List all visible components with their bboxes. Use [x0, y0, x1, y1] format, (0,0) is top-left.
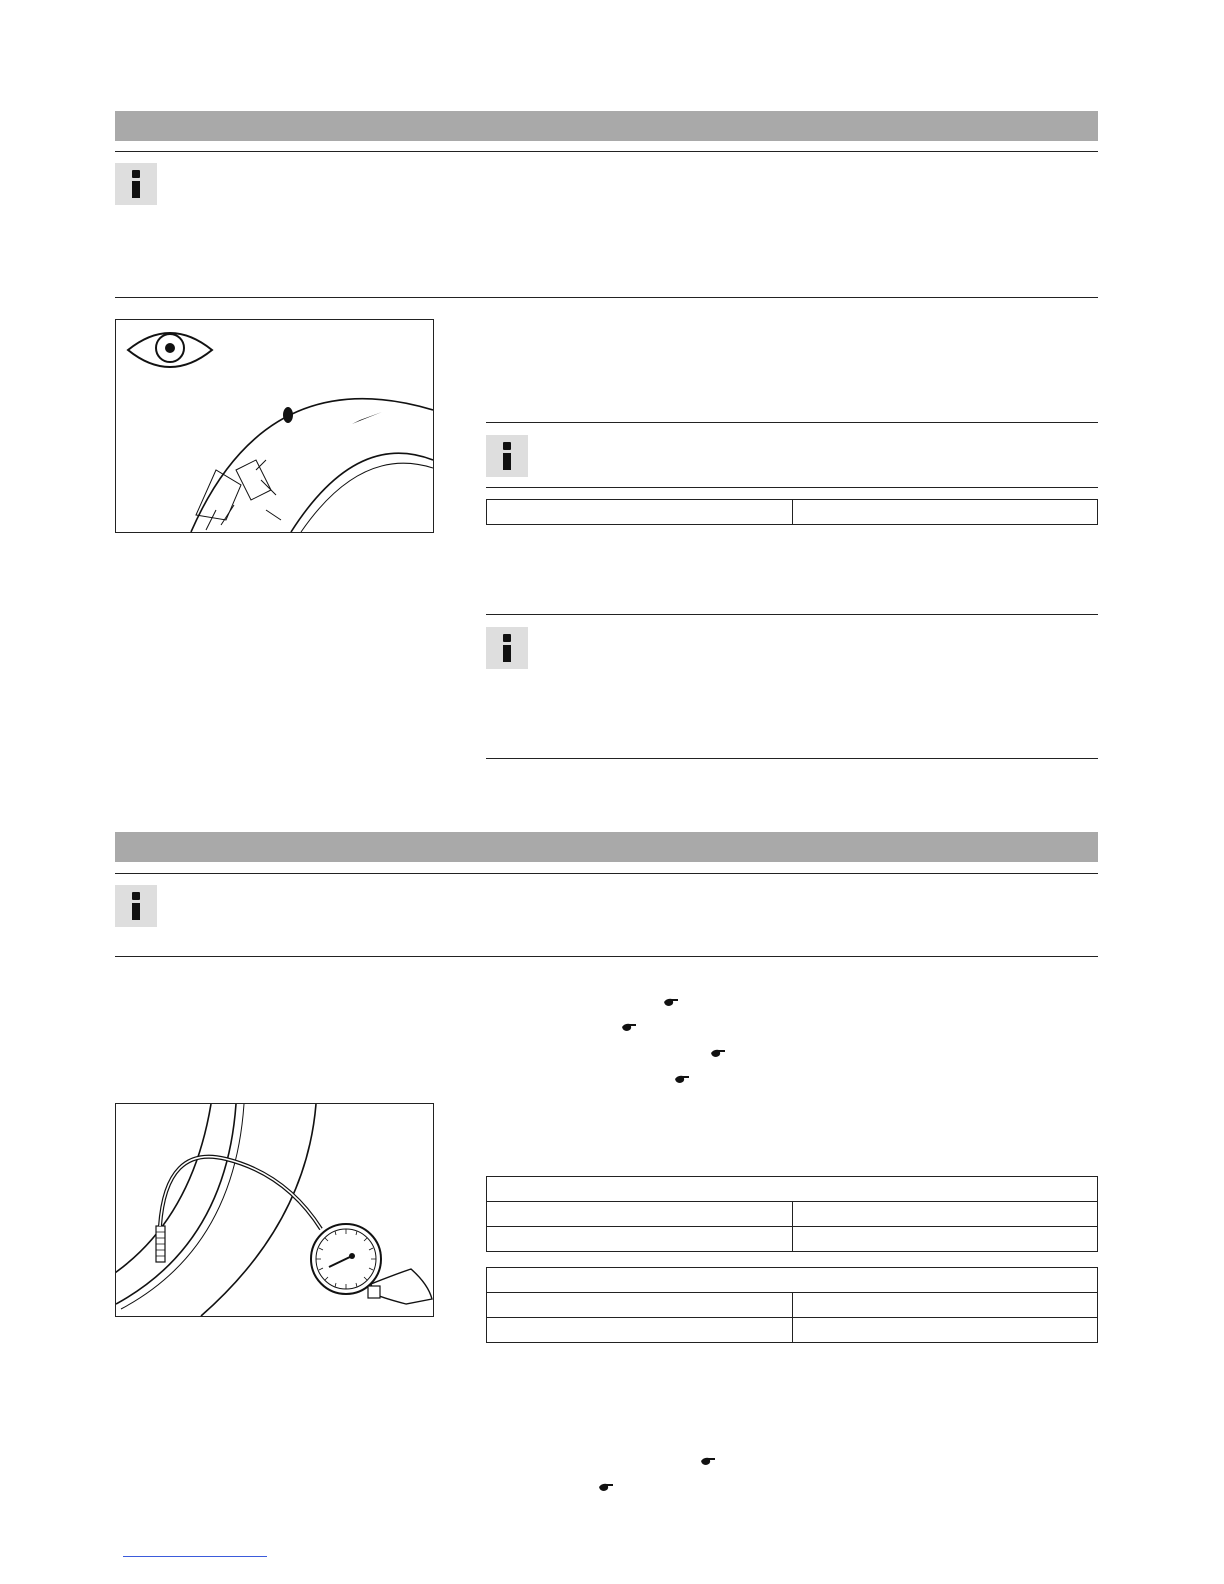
divider: [486, 422, 1098, 423]
pointing-hand-icon[interactable]: [674, 1074, 690, 1084]
spec-table-2: [486, 1176, 1098, 1252]
section-header-bar-1: [115, 111, 1098, 141]
table-row: [487, 1268, 1098, 1293]
spec-table-1: [486, 499, 1098, 525]
divider: [486, 758, 1098, 759]
table-row: [487, 500, 1098, 525]
pointing-hand-icon[interactable]: [598, 1482, 614, 1492]
table-cell: [487, 1293, 793, 1318]
info-icon: [115, 163, 157, 205]
divider: [486, 487, 1098, 488]
tyre-inspection-figure: [115, 319, 434, 533]
info-icon: [486, 435, 528, 477]
table-row: [487, 1293, 1098, 1318]
divider: [115, 956, 1098, 957]
pointing-hand-icon[interactable]: [663, 997, 679, 1007]
table-cell: [792, 500, 1098, 525]
table-row: [487, 1318, 1098, 1343]
divider: [486, 614, 1098, 615]
footer-link-underline[interactable]: [123, 1556, 267, 1557]
pointing-hand-icon[interactable]: [621, 1022, 637, 1032]
eye-icon: [128, 333, 212, 367]
table-header-cell: [487, 1177, 1098, 1202]
table-cell: [487, 500, 793, 525]
table-row: [487, 1227, 1098, 1252]
tyre-pressure-gauge-figure: [115, 1103, 434, 1317]
table-row: [487, 1177, 1098, 1202]
pointing-hand-icon[interactable]: [710, 1048, 726, 1058]
spec-table-3: [486, 1267, 1098, 1343]
divider: [115, 151, 1098, 152]
pointing-hand-icon[interactable]: [700, 1456, 716, 1466]
info-icon: [486, 627, 528, 669]
section-header-bar-2: [115, 832, 1098, 862]
table-cell: [487, 1318, 793, 1343]
divider: [115, 297, 1098, 298]
table-cell: [792, 1227, 1098, 1252]
table-header-cell: [487, 1268, 1098, 1293]
table-cell: [792, 1293, 1098, 1318]
divider: [115, 873, 1098, 874]
table-cell: [487, 1227, 793, 1252]
info-icon: [115, 885, 157, 927]
table-cell: [487, 1202, 793, 1227]
table-cell: [792, 1318, 1098, 1343]
table-row: [487, 1202, 1098, 1227]
table-cell: [792, 1202, 1098, 1227]
